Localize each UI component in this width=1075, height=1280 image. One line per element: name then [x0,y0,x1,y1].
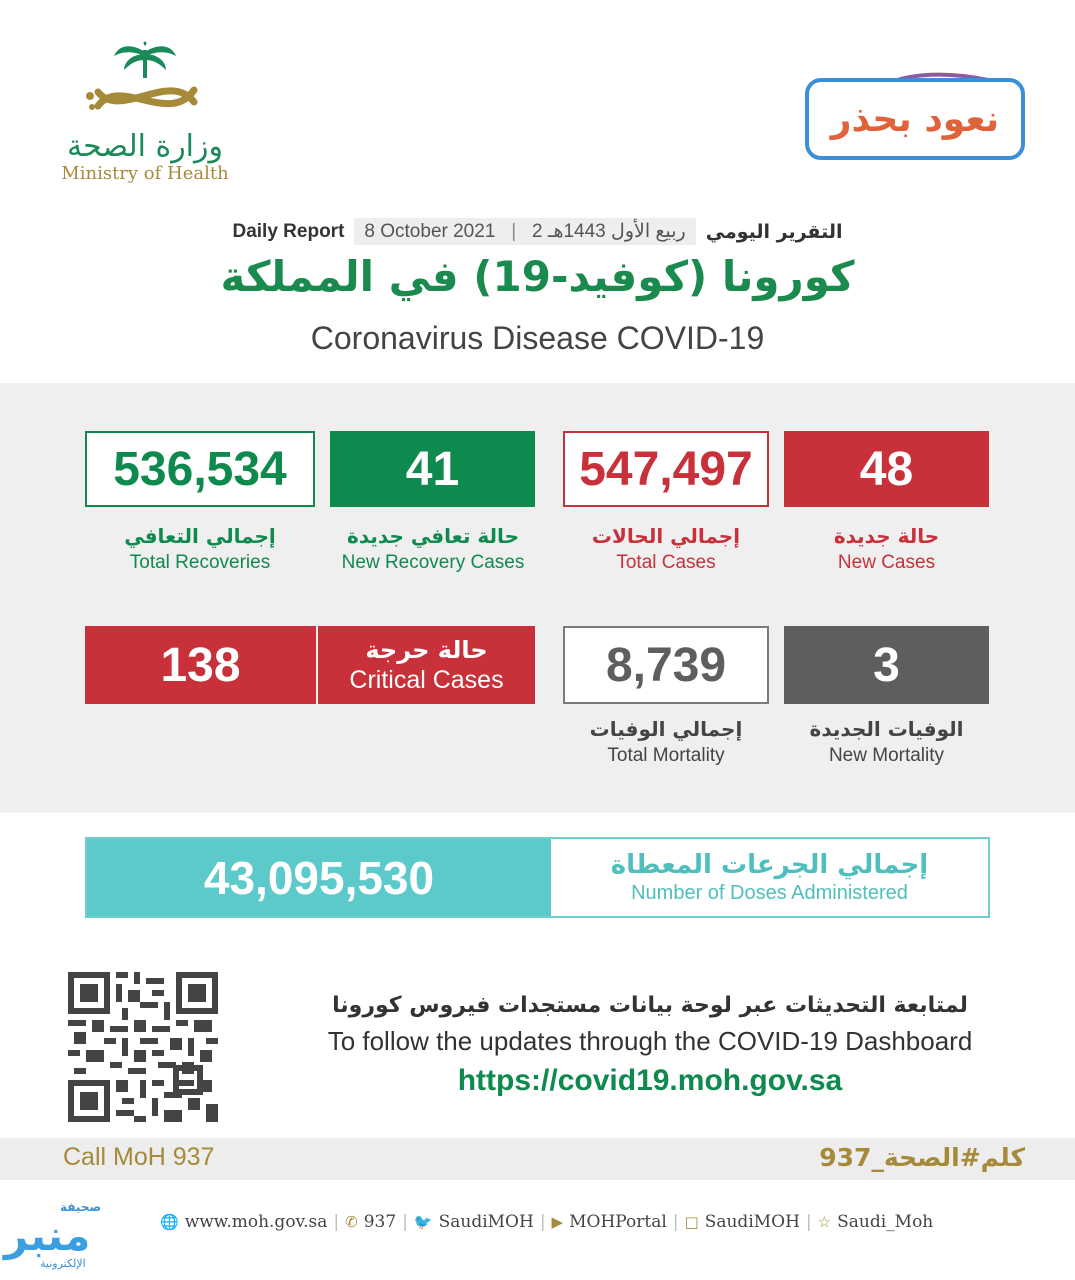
link-separator: | [402,1212,408,1232]
social-links [160,1212,940,1232]
total-cases-value: 547,497 [579,442,753,496]
total-recoveries-label [85,522,315,576]
youtube-link[interactable]: MOHPortal [569,1212,667,1232]
ministry-name-ar: وزارة الصحة [67,129,223,164]
link-separator: | [805,1212,812,1232]
phone-link[interactable]: 937 [363,1212,397,1232]
new-mortality-label-en: New Mortality [828,745,945,766]
report-date-en: 8 October 2021 [364,221,496,242]
critical-cases-label-ar: حالة حرجة [365,636,488,664]
qr-code-icon[interactable] [68,972,218,1122]
total-cases-label [563,522,769,576]
total-mortality-label-en: Total Mortality [607,745,725,766]
new-cases-label-ar: حالة جديدة [833,524,940,548]
ministry-name-en: Ministry of Health [61,163,229,184]
facebook-icon: □ [684,1213,699,1231]
report-label-en: Daily Report [232,220,345,242]
youtube-icon: ▶ [551,1213,564,1231]
report-date-box [354,218,695,245]
hashtag: كلم#الصحة_937 [819,1143,1025,1172]
link-separator: | [333,1212,340,1232]
total-mortality-label-ar: إجمالي الوفيات [589,717,743,741]
report-date-separator: | [500,221,527,242]
page-title-ar: كورونا (كوفيد-19) في المملكة [220,252,855,301]
total-mortality-value: 8,739 [605,638,727,692]
total-mortality-card [563,626,769,704]
call-moh: Call MoH 937 [63,1143,215,1171]
page-title-en: Coronavirus Disease COVID-19 [310,320,765,356]
doses-value: 43,095,530 [87,839,551,916]
twitter-icon: 🐦 [413,1213,433,1231]
phone-icon: ✆ [345,1213,358,1231]
total-recoveries-card [85,431,315,507]
new-recoveries-label [322,522,544,576]
critical-cases-card [85,626,316,704]
total-cases-card [563,431,769,507]
moh-logo [50,40,240,200]
link-separator: | [539,1212,546,1232]
doses-label [551,839,988,916]
globe-icon: 🌐 [160,1213,179,1231]
critical-cases-value: 138 [160,638,241,692]
campaign-text: نعود بحذر [830,98,1000,140]
watermark-main: منبر [4,1211,91,1260]
link-separator: | [672,1212,679,1232]
new-recoveries-card [330,431,535,507]
campaign-badge [805,78,1025,160]
total-cases-label-en: Total Cases [616,552,716,573]
new-mortality-value: 3 [873,638,900,692]
follow-text-ar: لمتابعة التحديثات عبر لوحة بيانات مستجدات فيروس كورونا [332,993,968,1018]
snapchat-link[interactable]: Saudi_Moh [837,1212,934,1232]
total-cases-label-ar: إجمالي الحالات [591,524,741,548]
dashboard-link[interactable]: https://covid19.moh.gov.sa [457,1064,843,1097]
report-label-ar: التقرير اليومي [705,220,843,243]
snapchat-icon: ☆ [817,1213,832,1231]
doses-label-ar: إجمالي الجرعات المعطاة [610,849,929,880]
doses-label-en: Number of Doses Administered [631,881,908,904]
new-recoveries-value: 41 [405,442,460,496]
new-mortality-card [784,626,989,704]
palm-swords-emblem-icon [70,40,220,128]
total-recoveries-label-ar: إجمالي التعافي [124,524,276,548]
new-cases-card [784,431,989,507]
new-mortality-label [784,715,989,769]
new-cases-value: 48 [859,442,914,496]
critical-cases-label-en: Critical Cases [349,666,504,694]
website-link[interactable]: www.moh.gov.sa [184,1212,328,1232]
twitter-link[interactable]: SaudiMOH [438,1212,534,1232]
total-mortality-label [563,715,769,769]
report-line [0,218,1075,245]
watermark-top: صحيفة [60,1200,102,1214]
critical-cases-label [318,626,535,704]
new-mortality-label-ar: الوفيات الجديدة [809,717,964,741]
watermark-sub: الإلكترونية [40,1257,86,1270]
new-cases-label-en: New Cases [837,552,936,573]
report-date-hijri: 2 ربيع الأول 1443هـ [532,221,686,242]
total-recoveries-value: 536,534 [113,442,287,496]
doses-banner [85,837,990,918]
facebook-link[interactable]: SaudiMOH [704,1212,800,1232]
total-recoveries-label-en: Total Recoveries [129,552,271,573]
follow-text-en: To follow the updates through the COVID-19 Dashboard [327,1026,973,1056]
new-recoveries-label-ar: حالة تعافي جديدة [347,524,519,548]
new-cases-label [784,522,989,576]
watermark-logo [0,1195,105,1280]
new-recoveries-label-en: New Recovery Cases [341,552,525,573]
